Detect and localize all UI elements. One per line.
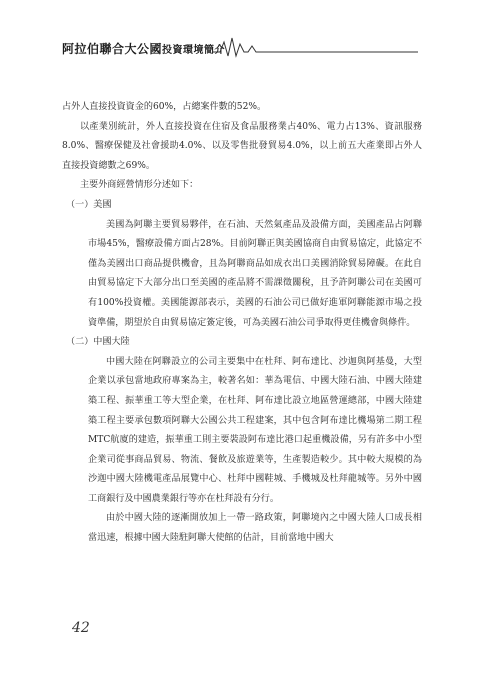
- section-text-china-2: 由於中國大陸的逐漸開放加上一帶一路政策，阿聯境內之中國大陸人口成長相當迅速，根據中國大陸駐阿聯大使館的估計，目前當地中國大: [88, 513, 422, 544]
- paragraph-intro: 主要外商經營情形分述如下：: [80, 180, 199, 191]
- header-title-main: 阿拉伯聯合大公國: [62, 42, 163, 56]
- section-heading-usa: （一）美國: [66, 199, 112, 210]
- section-text-usa: 美國為阿聯主要貿易夥伴，在石油、天然氣產品及設備方面，美國產品占阿聯市場45%，醫療設備方面占28%。目前阿聯正與美國協商自由貿易協定，此協定不僅為美國出口商品提供機會，且為阿聯商品如成衣出口美國消除貿易障礙。在此自由貿易協定下大部分出口至美國的產品將不需課徵關稅，且予許阿聯公司在美國可有100%投資權。美國能源部表示，美國的石油公司已做好進軍阿聯能源市場之投資準備，期望於自由貿易協定簽定後，可為美國石油公司爭取得更佳機會與條件。: [88, 219, 422, 328]
- header-title-sub: 投資環境簡介: [162, 45, 226, 56]
- document-body: [62, 98, 422, 549]
- header-title: [62, 40, 225, 57]
- section-text-china-1: 中國大陸在阿聯設立的公司主要集中在杜拜、阿布達比、沙迦與阿基曼，大型企業以承包當地政府專案為主，較著名如：華為電信、中國大陸石油、中國大陸建築工程、振華重工等大型企業，在杜拜、阿布達比設立地區營運總部，中國大陸建築工程主要承包數項阿聯大公國公共工程建案，其中包含阿布達比機場第二期工程MTC航廈的建造，振華重工則主要裝設阿布達比港口起重機設備，另有許多中小型企業司從事商品貿易、物流、餐飲及旅遊業等，生產製造較少。其中較大規模的為沙迦中國大陸機電產品展覽中心、杜拜中國鞋城、手機城及杜拜龍城等。另外中國工商銀行及中國農業銀行等亦在杜拜設有分行。: [88, 356, 422, 504]
- paragraph-industry-stats: 以產業別統計，外人直接投資在住宿及食品服務業占40%、電力占13%、資訊服務8.0%、醫療保健及社會援助4.0%、以及零售批發貿易4.0%，以上前五大產業即占外人直接投資總數之69%。: [62, 121, 422, 171]
- section-heading-china: （二）中國大陸: [66, 337, 130, 348]
- paragraph-continuation: 占外人直接投資資金的60%，占總案件數的52%。: [62, 102, 267, 112]
- heartbeat-line-decoration: [212, 36, 418, 58]
- running-header: [62, 36, 418, 58]
- page-number: 42: [72, 620, 90, 636]
